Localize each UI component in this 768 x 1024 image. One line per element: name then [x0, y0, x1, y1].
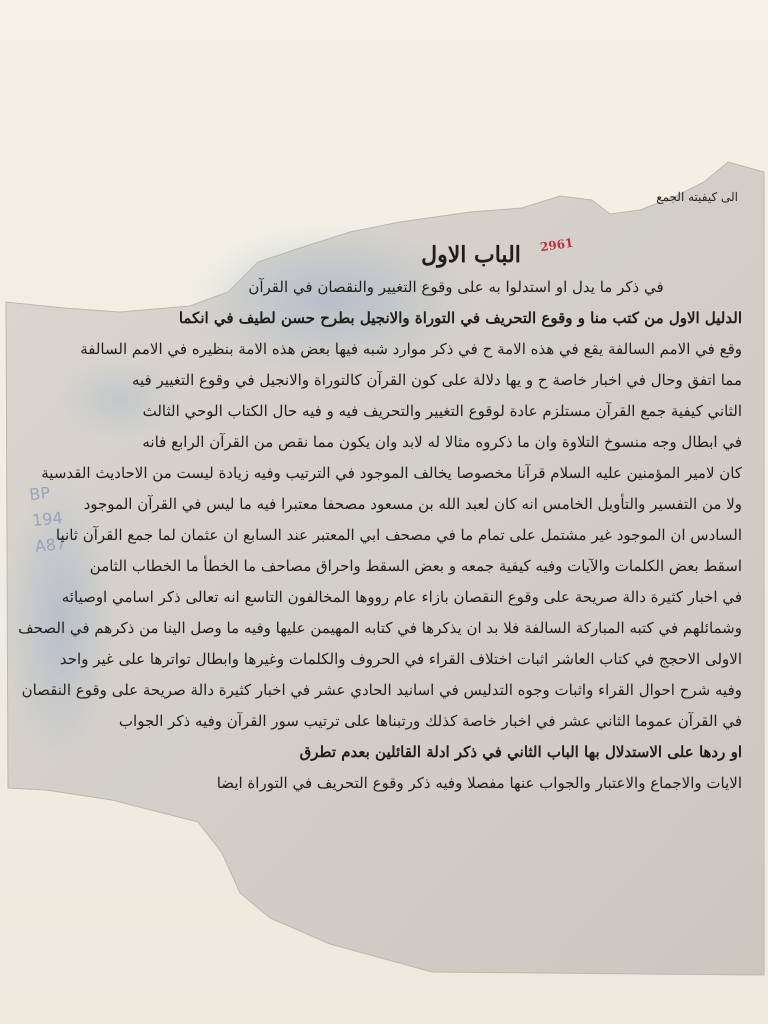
text-line: الدليل الاول من كتب منا و وقوع التحريف في التوراة والانجيل بطرح حسن لطيف في انكما: [178, 309, 742, 327]
text-line: وشمائلهم في كتبه المباركة السالفة فلا بد ان يذكرها في كتابه المهيمن عليها وفيه ما وصل الينا من ذكرهم في الصحف: [18, 619, 742, 637]
shelfmark-line: A87: [33, 533, 68, 556]
text-line: ولا من التفسير والتأويل الخامس انه كان لعبد الله بن مسعود مصحفا معتبرا فيه ما ليس في القرآن الموجود: [83, 495, 742, 513]
folio-number: 2961: [539, 235, 575, 255]
shelfmark-line: 194: [31, 508, 64, 531]
text-line: وفيه شرح احوال القراء واثبات وجوه التدليس في اسانيد الحادي عشر في اخبار كثيرة دالة صريحة على وقوع النقصان: [21, 681, 742, 699]
text-line: السادس ان الموجود غير مشتمل على تمام ما في مصحف ابي المعتبر عند السابع ان عثمان لما جمع القرآن ثانيا: [55, 526, 742, 544]
shelfmark-line: BP: [28, 483, 51, 505]
text-line: الايات والاجماع والاعتبار والجواب عنها مفصلا وفيه ذكر وقوع التحريف في التوراة ايضا: [216, 774, 742, 792]
text-line: كان لامير المؤمنين عليه السلام قرآنا مخصوصا يخالف الموجود في الترتيب وفيه زيادة ليست من الاحاديث القدسية: [41, 464, 742, 482]
text-line: اسقط بعض الكلمات والآيات وفيه كيفية جمعه و بعض السقط واحراق مصاحف ما الخطأ ما الخطاب الثامن: [89, 557, 742, 575]
text-line: مما اتفق وحال في اخبار خاصة ح و يها دلالة على كون القرآن كالتوراة والانجيل في وقوع التغيير فيه: [131, 371, 742, 389]
text-line: الثاني كيفية جمع القرآن مستلزم عادة لوقوع التغيير والتحريف فيه و فيه حال الكتاب الوحي الثالث: [142, 402, 742, 420]
text-line: في اخبار كثيرة دالة صريحة على وقوع النقصان بازاء عام رووها المخالفون التاسع انه تعالى ذكر اسامي اوصيائه: [61, 588, 742, 606]
chapter-title: الباب الاول: [421, 242, 521, 268]
fragment-heading: الى كيفيته الجمع: [656, 190, 738, 204]
text-line: وقع في الامم السالفة يقع في هذه الامة ح في ذكر موارد شبه فيها بعض هذه الامة بنظيره في الامم السالفة: [80, 340, 742, 358]
text-line: او ردها على الاستدلال بها الباب الثاني في ذكر ادلة القائلين بعدم تطرق: [299, 743, 742, 761]
chapter-subtitle: في ذكر ما يدل او استدلوا به على وقوع التغيير والنقصان في القرآن: [248, 278, 664, 296]
text-line: في ابطال وجه منسوخ التلاوة وان ما ذكروه مثالا له لابد وان يكون مما نقص من القرآن الرابع فانه: [142, 433, 742, 451]
text-line: في القرآن عموما الثاني عشر في اخبار خاصة كذلك ورتبناها على ترتيب سور القرآن وفيه ذكر الجواب: [118, 712, 742, 730]
text-line: الاولى الاحجج في كتاب العاشر اثبات اختلاف القراء في الحروف والكلمات وغيرها وابطال تواترها على غير واحد: [59, 650, 742, 668]
